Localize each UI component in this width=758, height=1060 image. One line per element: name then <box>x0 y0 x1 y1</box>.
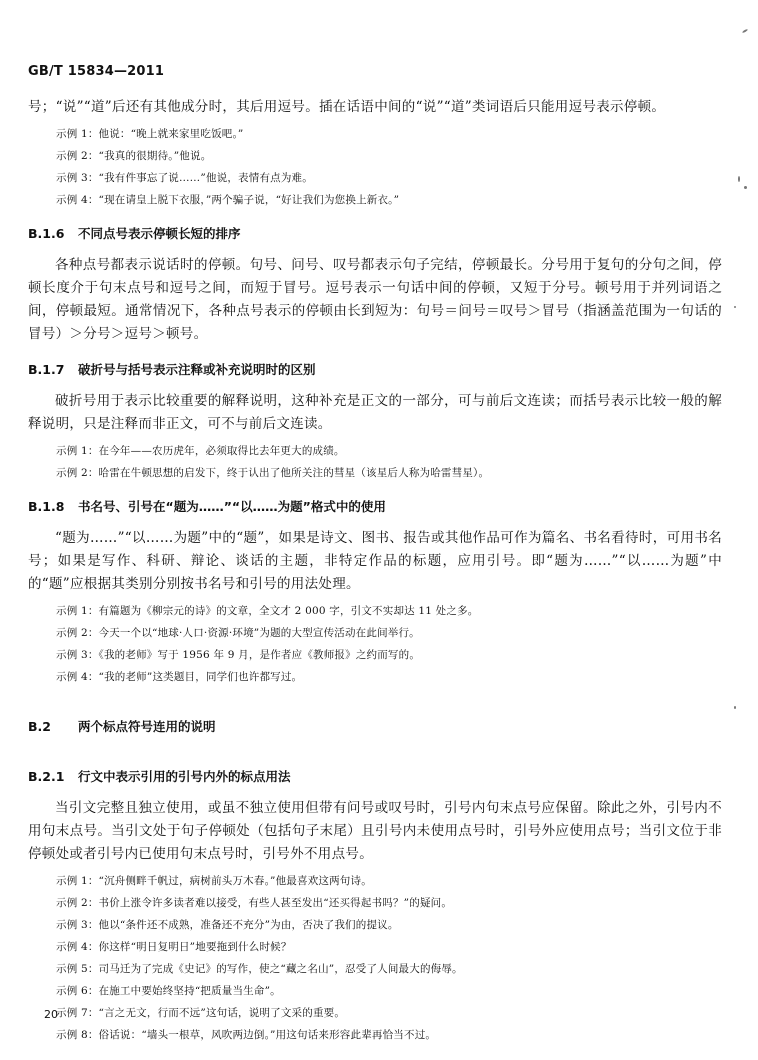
scan-speck <box>734 706 736 709</box>
example-line: 示例 5：司马迁为了完成《史记》的写作，使之“藏之名山”，忍受了人间最大的侮辱。 <box>56 963 463 975</box>
example-line: 示例 4：“现在请皇上脱下衣服，”两个骗子说，“好让我们为您换上新衣。” <box>56 194 400 206</box>
example-line: 示例 1：他说：“晚上就来家里吃饭吧。” <box>56 128 244 140</box>
scan-speck <box>738 176 740 182</box>
section-heading <box>28 497 722 517</box>
scan-speck <box>734 306 736 308</box>
body-paragraph: 号；“说”“道”后还有其他成分时，其后用逗号。插在话语中间的“说”“道”类词语后只能用逗号表示停顿。 <box>28 99 666 115</box>
body-paragraph: 破折号用于表示比较重要的解释说明，这种补充是正文的一部分，可与前后文连读；而括号表示比较一般的解释说明，只是注释而非正文，可不与前后文连读。 <box>28 393 722 432</box>
section-title: 两个标点符号连用的说明 <box>78 719 216 734</box>
example-line: 示例 1：在今年——农历虎年，必须取得比去年更大的成绩。 <box>56 445 345 457</box>
section-heading <box>28 360 722 380</box>
scan-speck <box>744 186 747 189</box>
section-heading <box>28 767 722 787</box>
body-paragraph: 当引文完整且独立使用，或虽不独立使用但带有问号或叹号时，引号内句末点号应保留。除此之外，引号内不用句末点号。当引文处于句子停顿处（包括句子末尾）且引号内未使用点号时，引号外应使用点号；当引文位于非停顿处或者引号内已使用句末点号时，引号外不用点号。 <box>28 800 722 862</box>
standard-number: GB/T 15834—2011 <box>28 64 165 79</box>
section-number: B.1.7 <box>28 362 65 377</box>
example-line: 示例 8：俗话说：“墙头一根草，风吹两边倒。”用这句话来形容此辈再恰当不过。 <box>56 1029 437 1041</box>
example-line: 示例 1：有篇题为《柳宗元的诗》的文章，全文才 2 000 字，引文不实却达 11 处之多。 <box>56 605 479 617</box>
body-paragraph: “题为……”“以……为题”中的“题”，如果是诗文、图书、报告或其他作品可作为篇名、书名看待时，可用书名号；如果是写作、科研、辩论、谈话的主题，非特定作品的标题，应用引号。即“题为……”“以……为题”中的“题”应根据其类别分别按书名号和引号的用法处理。 <box>28 530 722 592</box>
scan-speck <box>742 29 748 34</box>
example-line: 示例 7：“言之无文，行而不远”这句话，说明了文采的重要。 <box>56 1007 346 1019</box>
page-body <box>28 96 722 1048</box>
body-paragraph: 各种点号都表示说话时的停顿。句号、问号、叹号都表示句子完结，停顿最长。分号用于复句的分句之间，停顿长度介于句末点号和逗号之间，而短于冒号。逗号表示一句话中间的停顿，又短于分号。顿号用于并列词语之间，停顿最短。通常情况下，各种点号表示的停顿由长到短为：句号＝问号＝叹号＞冒号（指涵盖范围为一句话的冒号）＞分号＞逗号＞顿号。 <box>28 257 722 342</box>
example-line: 示例 3：他以“条件还不成熟，准备还不充分”为由，否决了我们的提议。 <box>56 919 399 931</box>
section-number: B.2.1 <box>28 769 65 784</box>
example-line: 示例 4：“我的老师”这类题目，同学们也许都写过。 <box>56 671 303 683</box>
section-number: B.1.8 <box>28 499 65 514</box>
section-number: B.1.6 <box>28 226 65 241</box>
section-title: 不同点号表示停顿长短的排序 <box>78 226 241 241</box>
section-heading <box>28 717 722 737</box>
section-title: 书名号、引号在“题为……”“以……为题”格式中的使用 <box>78 499 386 514</box>
section-number: B.2 <box>28 719 51 734</box>
section-title: 破折号与括号表示注释或补充说明时的区别 <box>78 362 316 377</box>
section-title: 行文中表示引用的引号内外的标点用法 <box>78 769 291 784</box>
page-number: 20 <box>44 1008 58 1021</box>
example-line: 示例 4：你这样“明日复明日”地要拖到什么时候？ <box>56 941 292 953</box>
example-line: 示例 2：书价上涨令许多读者难以接受，有些人甚至发出“还买得起书吗？”的疑问。 <box>56 897 453 909</box>
example-line: 示例 2：今天一个以“地球·人口·资源·环境”为题的大型宣传活动在此间举行。 <box>56 627 420 639</box>
example-line: 示例 3：“我有件事忘了说……”他说，表情有点为难。 <box>56 172 313 184</box>
example-line: 示例 1：“沉舟侧畔千帆过，病树前头万木春。”他最喜欢这两句诗。 <box>56 875 372 887</box>
example-line: 示例 6：在施工中要始终坚持“把质量当生命”。 <box>56 985 281 997</box>
example-line: 示例 2：“我真的很期待。”他说。 <box>56 150 212 162</box>
example-line: 示例 3：《我的老师》写于 1956 年 9 月，是作者应《教师报》之约而写的。 <box>56 649 421 661</box>
example-line: 示例 2：哈雷在牛顿思想的启发下，终于认出了他所关注的彗星（该星后人称为哈雷彗星）。 <box>56 467 490 479</box>
section-heading <box>28 224 722 244</box>
